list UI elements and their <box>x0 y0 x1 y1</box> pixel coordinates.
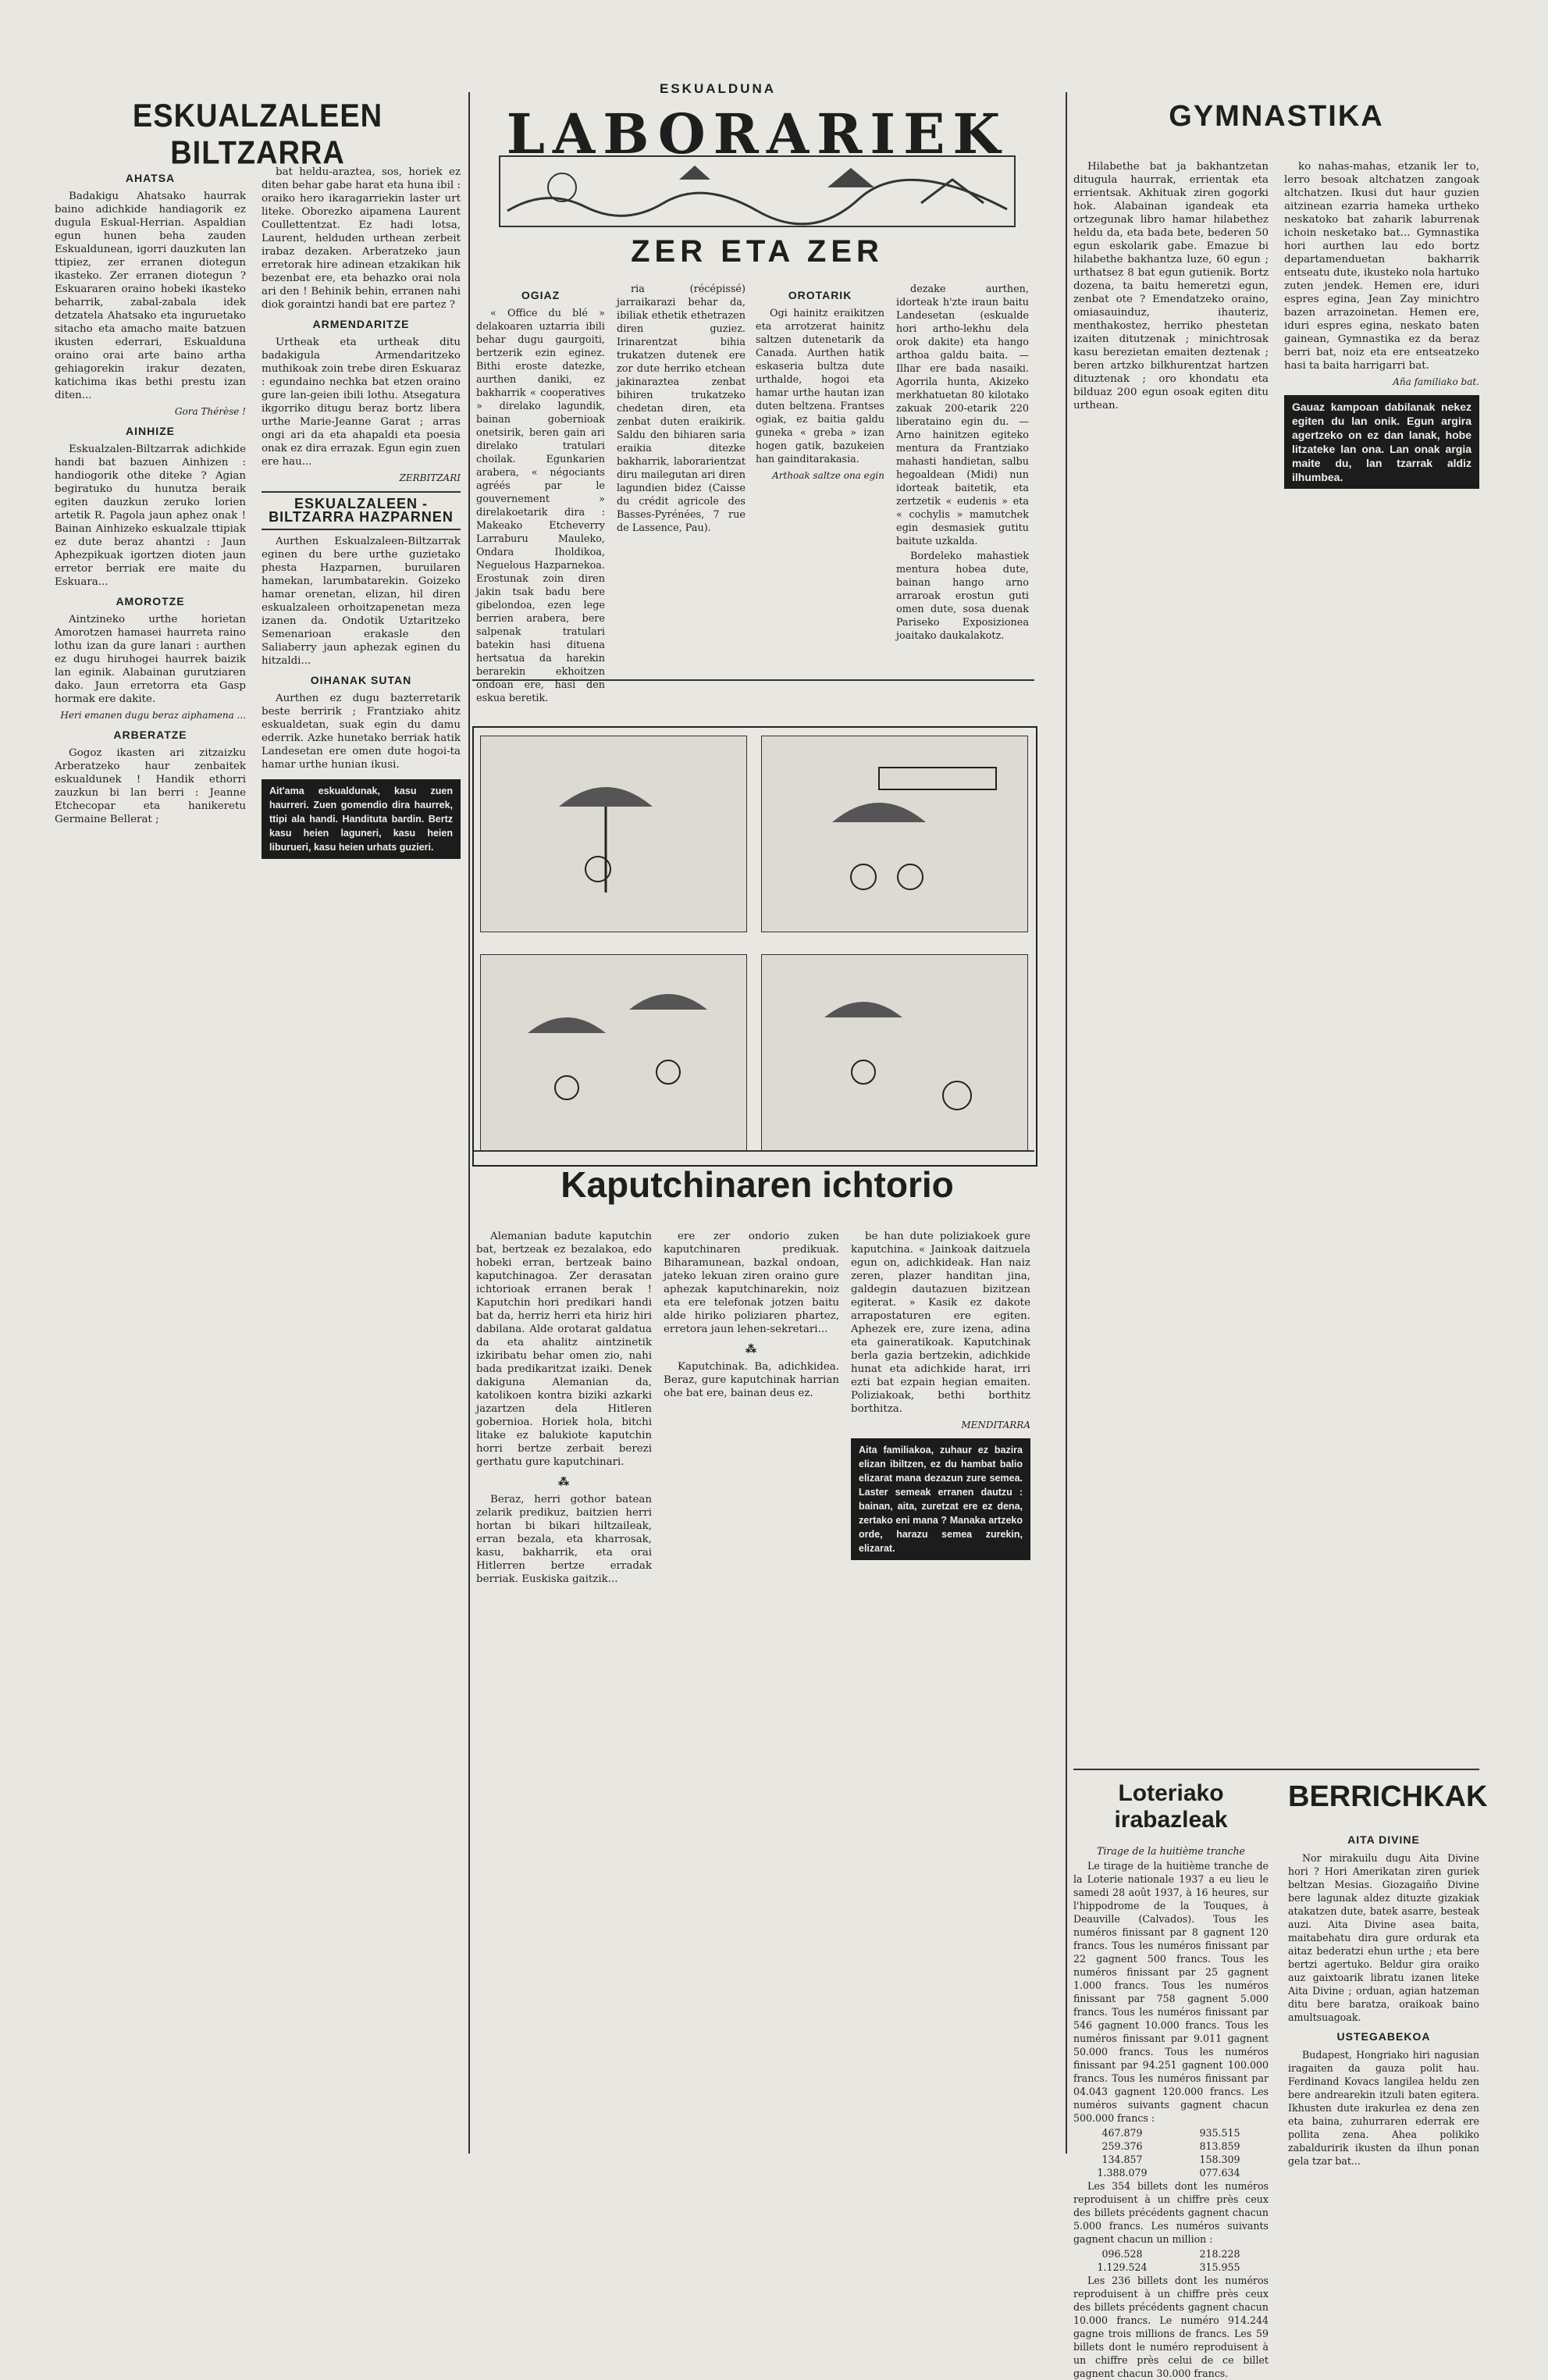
farm-scene-illustration <box>500 156 1015 226</box>
armendaritze-signature: ZERBITZARI <box>399 472 461 483</box>
gymnastika-text-2: ko nahas-mahas, etzanik ler to, lerro besoak altchatzen zangoak altchatzen. Ikusi dut haur guzien aitzinean ezarria hameka urtheko neskatoko bat zaharik laburrenak ichoin nesketako bat... Gymnastika hori aurthen lau edo bortz departamenduetan bakharrik entseatu dute, ikusteko nola hartuko zuten jendek. Hemen ere, iduri espres egina, Jean Zay minichtro bazen arrazoinetan. Hemen ere, iduri espres egina, neskato baten gainean, Gymnastika ez da beraz berri bat, noiz eta ere entseatzeko hasi ta baita harrigarri bat. <box>1284 161 1480 372</box>
loteriako-text-3: Les 236 billets dont les numéros reproduisent à un chiffre près ceux des billets précédents gagnent chacun 10.000 francs. Le numéro 914.244 gagne trois millions de francs. Les 59 billets dont le numéro reproduisent à un chiffre près celui de ce billet gagnent chacun 30.000 francs. <box>1073 2275 1269 2379</box>
comic-strip <box>472 726 1037 1167</box>
orotarik-closing-text: Bordeleko mahastiek mentura hobea dute, bainan hango arno arraroak erostun guti omen dute, sosa duenak Pariseko Exposizionea joaitako daukalakotz. <box>896 550 1029 642</box>
separator-asterisks: ⁂ <box>746 1342 757 1355</box>
number: 134.857 <box>1101 2154 1143 2165</box>
gymnastika-text-1: Hilabethe bat ja bakhantzetan ditugula haurrak, errientak eta errientsak. Akhituak ziren gogorki hok. Alabainan igandeak eta ortzegunak libro hamar hilabethez heldu da, eta bada bete, bederen 50 egun eskolarik gabe. Emazue bi hilabethe bakhantza luze, 60 egun ; urthatsez 8 bat egun gutienik. Bortz dozena, ta baitu hemeretzi egun, zenbat ote ? Emendatzeko oraino, omiasauinduz, ihauteriz, menthakostez, herriko phestetan izaiten ditutzenak ; minichtrosak kasu berezietan emaiten deztenak ; beren artzko bilkhurentzat hartzen dituztenak ; oro khondatu eta bilduaz 200 egun osoak egiten ditu urthean. <box>1073 161 1269 412</box>
ogiaz-text: « Office du blé » delakoaren uztarria ibili behar dugu gaurgoiti, bertzerik ezin eginez. Bithi eroste datezke, aurthen daniki, ez bakharrik « cooperatives » direlako lagundik, bainan gobernioak onetsirik, beren gain ari direlako tratulari choilak. Egunkarien arabera, « négociants agréés par le gouvernement » direlakoetarik dira : Makeako Etcheverry Larraburu Mauleko, Ondara Iholdikoa, Neguelous Hazparnekoa. Erostunak zoin diren jakin tsak badu bere gibelondoa, ezen lege berrien arabera, bere salpenak tratulari batekin hasi dituena hertsatua da harekin berarekin ekhoitzen ondoan ere, hasi den eskua beretik. <box>476 308 605 704</box>
subhead-ainhize: AINHIZE <box>126 425 175 437</box>
section-rule <box>1073 1769 1479 1770</box>
number: 1.129.524 <box>1097 2261 1148 2273</box>
biltzarra-column-2 <box>262 166 461 2133</box>
orotarik-text: Ogi hainitz eraikitzen eta arrotzerat hainitz saltzen dutenetarik da Canada. Aurthen hatik eskaseria bultza dute urthalde, hogoi eta hamar urthe hautan izan duten beltzena. Frantses ogiak, ez baitia galdu guneka « greba » izan hogen gatik, bazukeien han gainditarakasia. <box>756 308 884 465</box>
number: 935.515 <box>1199 2127 1240 2139</box>
gymnastika-signature: Aña familiako bat. <box>1393 376 1479 387</box>
number: 096.528 <box>1101 2248 1143 2260</box>
number: 158.309 <box>1199 2154 1240 2165</box>
comic-panel-1 <box>480 736 747 932</box>
subhead-arberatze: ARBERATZE <box>113 729 187 741</box>
kaputchin-signature: MENDITARRA <box>961 1420 1030 1430</box>
intro-text: bat heldu-araztea, sos, horiek ez diten behar gabe harat eta huna ibil : oraiko hero ikaragarriekin laster urt liteke. Oborezko aipamena Laurent Coullettentzat. Ez hadi lotsa, Laurent, helduden urthean zerbeit irabaz dezaken. Arberatzeko jaun erretorak hire adinean etzakikan hik bezenbat ere, eta behazko orai nola ari den ! Behinik behin, erranen nahi diok goraintzi handi bat ere partez ? <box>262 166 461 311</box>
loteriako-column <box>1073 1844 1269 2379</box>
orotarik-continued-text: dezake aurthen, idorteak h'zte iraun baitu Landesetan (eskualde hori artho-lekhu dela orok dakite) eta hango arthoa galdu baita. — Ilhar ere bada nasaiki. Agorrila hunta, Akizeko merkhatuetan 80 kilotako zakuak 200-etarik 220 liberataino egin du. — Arno hainitzen egiteko mentura da Frantziako mahasti handietan, salbu hegoaldean (Midi) nun idorteak baitetik, eta zertzetik « eudenis » eta « cochylis » mamutchek egin desmasiek gutitu baitute uzkalda. <box>896 283 1029 547</box>
kaputchin-text-3: be han dute poliziakoek gure kaputchina. « Jainkoak daitzuela egun on, adichkideak. Han naiz zeren, plazer handitan jina, galdegin dautazuen bizitzean egiterat. » Kasik ez dakote arrapostaturen ere egiten. Aphezek ere, zure izena, adina eta gaineratikoak. Kaputchinak berla gazia bertzekin, adichkide hunat eta adichkide harat, irri ezti bat ezpain hegian emaiten. Poliziakoak, bethi borthitz borthitza. <box>851 1231 1030 1415</box>
zer-column-2 <box>617 283 746 677</box>
number: 218.228 <box>1199 2248 1240 2260</box>
berrichkak-title: BERRICHKAK <box>1288 1780 1488 1813</box>
ustegabekoa-text: Budapest, Hongriako hiri nagusian iragaiten da gauza polit hau. Ferdinand Kovacs langilea heldu zen bere andrearekin itzuli baten egitera. Ikhusten dute irakurlea ez dena zen eta baina, zuhurraren ederrak ere pollita zena. Ahea polikiko zabalduririk ikusten da ilhun ponan gela tzar bat... <box>1288 2049 1479 2167</box>
subhead-hazparnen: ESKUALZALEEN - BILTZARRA HAZPARNEN <box>262 491 461 530</box>
ainhize-text: Eskualzalen-Biltzarrak adichkide handi bat bazuen Ainhizen : handiogorik othe diteke ? Agian begiratuko du hunutza beraik egiten dauzkun zeruko lorien artetik R. Pagola jaun aphez onak ! Bainan Ainhizeko eskualzale ttipiak ez dute beraz ahantzi : Jaun Aphezpikuak igortzen dioten jaun erretor berriak ere maite du Eskuara... <box>55 444 246 588</box>
kaputchin-text-1: Alemanian badute kaputchin bat, bertzeak ez bezalakoa, edo hobeki erran, bertzeak baino kaputchinagoa. Zer derasatan ichtorioak erranen berak ! Kaputchin hori predikari handi bat da, herriz herri eta hiriz hiri dabilana. Alde orotarat galdatua da eta ahalitz aintzinetik izkiribatu behar omen zio, nahi bada predikaritzat izaiki. Denek dakiguna Alemanian da, katolikoen kontra biziki azkarki jazartzen dela Hitleren gobernioa. Horiek hola, bitchi litake ez balukiote kaputchin horri bertze zerbait berezi gerthatu gure kaputchinari. <box>476 1231 652 1468</box>
gymnastika-column-2 <box>1284 160 1479 1761</box>
masthead: ESKUALDUNA <box>660 81 776 96</box>
subhead-ogiaz: OGIAZ <box>521 289 560 301</box>
kaputchinaren-title: Kaputchinaren ichtorio <box>560 1164 954 1205</box>
comic-panel-4 <box>761 954 1028 1151</box>
ahatsa-text: Badakigu Ahatsako haurrak baino adichkide handiagorik ez dugula Eskual-Herrian. Aspaldian egun hunen beha zauden Eskualdunean, igorri dauzkuten lan ttipiez, zer erranen diotegun ikasteko. Zer erranen diotegun ? Eskuararen oraino hobeki ikasteko beharrik, zabal-zabala idek detzatela Ahatsako eta inguruetako sitacho eta amacho maite batzuen ikusten ederrari, Eskualduna oraino orai arte baino artha gehiagorekin irakur dezaten, katichima ikas bethi prestu izan diten... <box>55 191 246 401</box>
subhead-armendaritze: ARMENDARITZE <box>312 318 410 330</box>
gauaz-banner: Gauaz kampoan dabilanak nekez egiten du lan onik. Egun argira agertzeko on ez dan lanak, hobe litzateke lan ona. Lan onak argia maite du, lan tzarrak aldiz ilhumbea. <box>1284 395 1479 489</box>
aita-divine-text: Nor mirakuilu dugu Aita Divine hori ? Hori Amerikatan ziren guriek beltzan Mesias. Giozagaiño Divine bere lagunak aldez dituzte gizakiak atakatzen dute, batek asarre, besteak auzi. Aita Divine asea baita, maitabehatu dira gure ordurak eta aitaz bederatzi ehun urthe ; eta bere bertzi agertuko. Beldur gira oraiko auz gaixtoarik libratu izanen liteke Aita Divine ; orduan, agian hatzeman ditu bere baratza, oraikoak baino amultsuagoak. <box>1288 1852 1479 2023</box>
comic-panel-2 <box>761 736 1028 932</box>
number: 315.955 <box>1199 2261 1240 2273</box>
comic-panel-3 <box>480 954 747 1151</box>
number: 259.376 <box>1101 2140 1143 2152</box>
kaputchin-text-2: ere zer ondorio zuken kaputchinaren predikuak. Biharamunean, bazkal ondoan, jateko lekuan ziren oraino gure aphezak kaputchinarekin, noiz eta ere telefonak jotzen baitu alde hiriko poliziaren phartez, erretora jaun lehen-sekretari... <box>664 1231 839 1335</box>
loteriako-text: Le tirage de la huitième tranche de la Loterie nationale 1937 a eu lieu le samedi 28 août 1937, à 16 heures, sur l'hippodrome de la Touques, à Deauville (Calvados). Tous les numéros finissant par 8 gagnent 120 francs. Tous les numéros finissant par 22 gagnent 500 francs. Tous les numéros finissant par 25 gagnent 1.000 francs. Tous les numéros finissant par 758 gagnent 5.000 francs. Tous les numéros finissant par 546 gagnent 10.000 francs. Tous les numéros finissant par 9.011 gagnent 50.000 francs. Tous les numéros finissant par 94.251 gagnent 100.000 francs. Tous les numéros finissant par 04.043 gagnent 120.000 francs. Les numéros suivants gagnent chacun 500.000 francs : <box>1073 1860 1269 2124</box>
winning-numbers <box>1073 2126 1269 2179</box>
kaputchin-text-1b: Beraz, herri gothor batean zelarik predikuz, baitzien herri hortan bi bikari hiltzaileak, erran bezala, eta kharrosak, kasu, bakharrik, eta orai Hitlerren bertze erradak berriak. Euskiska gaitzik... <box>476 1494 652 1585</box>
kaputchin-column-2 <box>664 1230 839 2136</box>
loteriako-text-2: Les 354 billets dont les numéros reproduisent à un chiffre près ceux des billets précédents gagnent chacun 5.000 francs. Les numéros suivants gagnent chacun un million : <box>1073 2180 1269 2245</box>
kaputchin-column-1 <box>476 1230 652 2136</box>
number: 813.859 <box>1199 2140 1240 2152</box>
armendaritze-text: Urtheak eta urtheak ditu badakigula Armendaritzeko muthikoak zoin trebe diren Eskuaraz : egundaino nechka bat etzen oraino gure lan-geien ibili lothu. Atsegatura ikgorriko ditugu beraz bortz libera urthe Marie-Jeanne Garat ; arras ongi ari da eta ahapaldi eta poesia onak ez dira errazak. Egun egin zuen ere hau... <box>262 337 461 468</box>
number: 467.879 <box>1101 2127 1143 2139</box>
column-rule <box>1066 92 1067 2154</box>
subhead-orotarik: OROTARIK <box>788 289 852 301</box>
subhead-oihanak: OIHANAK SUTAN <box>310 674 412 686</box>
gymnastika-title: GYMNASTIKA <box>1169 100 1384 133</box>
ahatsa-signature: Gora Thérèse ! <box>174 406 246 417</box>
gymnastika-column-1 <box>1073 160 1269 1761</box>
berrichkak-column <box>1288 1827 1479 2167</box>
family-banner: Ait'ama eskualdunak, kasu zuen haurreri. Zuen gomendio dira haurrek, ttipi ala handi. Handituta bardin. Bertz kasu heien laguneri, kasu heien liburueri, kasu heien urhats guzieri. <box>262 779 461 859</box>
arberatze-text: Gogoz ikasten ari zitzaizku Arberatzeko haur zenbaitek eskualdunek ! Handik ethorri zauzkun bi lan berri : Jeanne Etchecopar eta hanikeretu Germaine Bellerat ; <box>55 747 246 825</box>
subhead-amorotze: AMOROTZE <box>116 595 185 607</box>
number: 077.634 <box>1199 2167 1240 2179</box>
subhead-ustegabekoa: USTEGABEKOA <box>1336 2030 1431 2043</box>
hazparnen-text: Aurthen Eskualzaleen-Biltzarrak eginen du bere urthe guzietako phesta Hazparnen, buruilaren hamekan, larumbatarekin. Goizeko hamar orenetan, elizan, hil diren eskualzaleen orhoitzapenetan meza izanen da. Ondotik Uztaritzeko Semenarioan erakasle den Saliaberry jaun aphezak eginen du hitzaldi... <box>262 536 461 667</box>
laborariek-title: LABORARIEK <box>506 102 1009 166</box>
separator-asterisks: ⁂ <box>558 1475 570 1488</box>
kaputchin-column-3 <box>851 1230 1030 2136</box>
zer-eta-zer-title: ZER ETA ZER <box>631 234 884 269</box>
column-rule <box>468 92 470 2154</box>
winning-numbers-million <box>1073 2247 1269 2274</box>
subhead-aita-divine: AITA DIVINE <box>1347 1833 1420 1846</box>
zer-column-3 <box>756 283 884 677</box>
amorotze-signature: Heri emanen dugu beraz aiphamena ... <box>60 710 246 721</box>
zer-column-4 <box>896 283 1029 677</box>
subhead-ahatsa: AHATSA <box>125 172 176 184</box>
biltzarra-title: ESKUALZALEEN BILTZARRA <box>132 98 383 172</box>
biltzarra-column-1 <box>55 166 246 2133</box>
amorotze-text: Aintzineko urthe horietan Amorotzen hamasei haurreta raino lothu izan da gure lanari : aurthen ez dugu hiruhogei haurrek baizik lan eginik. Alabainan gurutziaren dako. Jaun erretorra eta Gasp hormak ere dakite. <box>55 614 246 705</box>
kaputchin-text-2b: Kaputchinak. Ba, adichkidea. Beraz, gure kaputchinak harrian ohe bat ere, bainan deus ez. <box>664 1361 839 1399</box>
orotarik-sign: Arthoak saltze ona egin <box>772 470 884 481</box>
zer-column-1 <box>476 283 605 704</box>
number: 1.388.079 <box>1097 2167 1148 2179</box>
aita-familiakoa-banner: Aita familiakoa, zuhaur ez bazira elizan ibiltzen, ez du hambat balio elizarat mana dezazun zure semea. Laster semeak erranen dautzu : bainan, aita, zuretzat ere ez dena, zertako eni mana ? Manaka artzeko orde, harazu semea zurekin, elizarat. <box>851 1438 1030 1560</box>
loteriako-intro: Tirage de la huitième tranche <box>1096 1845 1246 1857</box>
oihanak-text: Aurthen ez dugu bazterretarik beste berririk ; Frantziako ahitz eskualdetan, suak egin du damu ederrik. Azke hunetako berriak hatik Landesetan ere omen dute hogoi-ta hamar urthe hunian ikusi. <box>262 693 461 771</box>
ogiaz-continued-text: ria (récépissé) jarraikarazi behar da, ibiliak ethetik ethetrazen diren guziez. Irinarentzat bihia trukatzen dutenek ere zor dute herriko etchean jakinaraztea zenbat bihiren trukatzeko chedetan diren, eta zenbat duten eraikirik. Saldu den bihiaren saria eraikia ditezke bakharrik, laborarientzat diru mailegutan ari diren lagundien bidez (Caisse du crédit agricole des Basses-Pyrénées, 7 rue de Lassence, Pau). <box>617 283 746 534</box>
loteriako-title: Loteriako irabazleak <box>1114 1780 1228 1833</box>
